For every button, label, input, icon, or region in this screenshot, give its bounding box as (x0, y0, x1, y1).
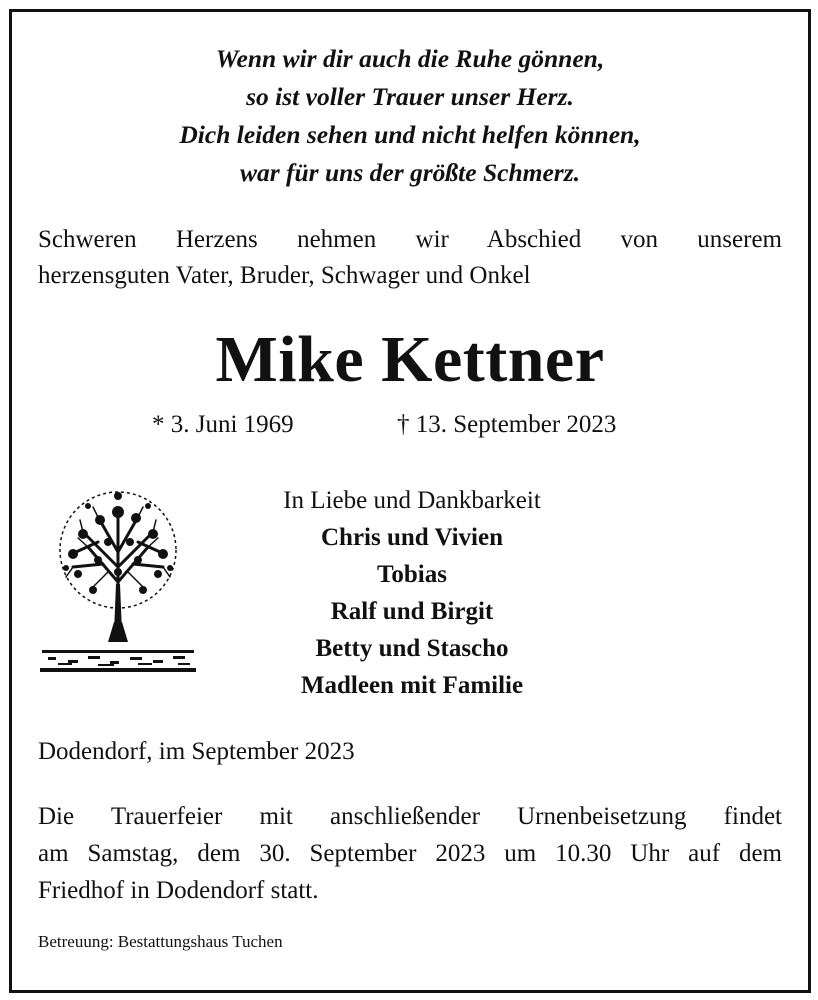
poem-line: war für uns der größte Schmerz. (239, 158, 581, 187)
deceased-name: Mike Kettner (215, 323, 605, 396)
tree-icon (38, 472, 198, 687)
place-date: Dodendorf, im September 2023 (38, 738, 355, 765)
dedication-line: In Liebe und Dankbarkeit (283, 487, 541, 514)
obituary-notice (9, 9, 811, 993)
family-member: Madleen mit Familie (300, 672, 524, 699)
intro-line: Schweren Herzens nehmen wir Abschied von unserem (38, 226, 782, 253)
intro-text (38, 222, 782, 294)
intro-line: herzensguten Vater, Bruder, Schwager und Onkel (38, 262, 531, 289)
service-line: Friedhof in Dodendorf statt. (38, 877, 319, 904)
service-info (38, 798, 782, 909)
birth-date: * 3. Juni 1969 (152, 411, 294, 438)
service-line: am Samstag, dem 30. September 2023 um 10.30 Uhr auf dem (38, 840, 782, 867)
family-member: Tobias (377, 561, 447, 588)
poem-line: so ist voller Trauer unser Herz. (246, 82, 574, 111)
family-member: Chris und Vivien (320, 524, 503, 551)
death-date: † 13. September 2023 (397, 411, 617, 438)
family-member: Betty und Stascho (315, 635, 509, 662)
service-line: Die Trauerfeier mit anschließender Urnenbeisetzung findet (38, 803, 782, 830)
family-member: Ralf und Birgit (330, 598, 494, 625)
poem-line: Wenn wir dir auch die Ruhe gönnen, (215, 44, 605, 73)
poem (12, 40, 808, 192)
family-list (212, 482, 612, 704)
funeral-home-credit: Betreuung: Bestattungshaus Tuchen (38, 932, 283, 951)
poem-line: Dich leiden sehen und nicht helfen können, (179, 120, 641, 149)
